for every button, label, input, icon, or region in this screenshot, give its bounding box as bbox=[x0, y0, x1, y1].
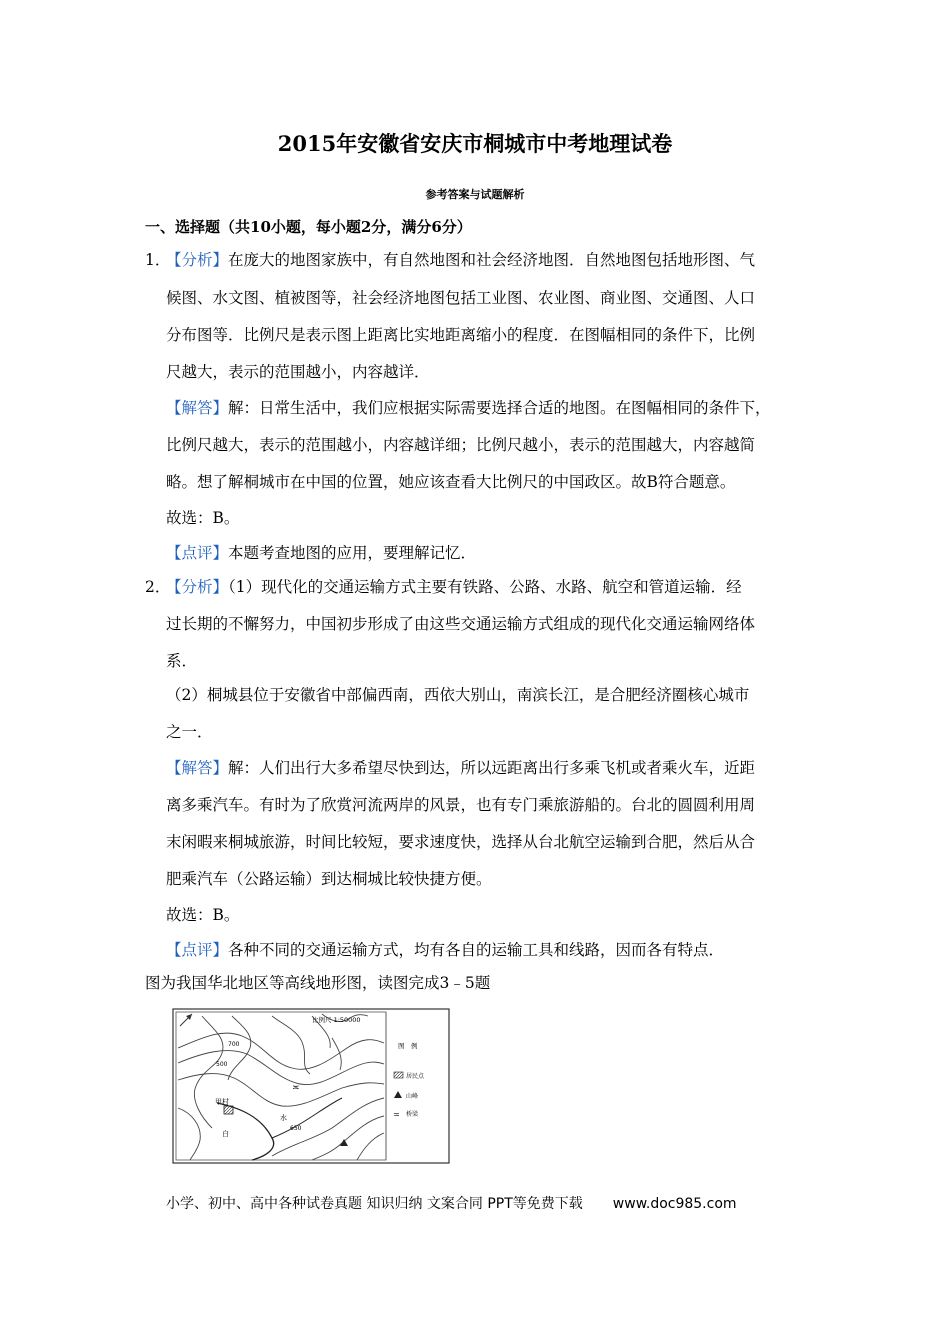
q1-answer-line: 故选：B。 bbox=[166, 509, 240, 527]
legend-item: 山峰 bbox=[406, 1093, 419, 1100]
page-footer bbox=[166, 1193, 737, 1213]
analysis-tag: 【分析】 bbox=[166, 578, 229, 596]
answer-tag: 【解答】 bbox=[166, 399, 229, 417]
q1-answer-line: 略。想了解桐城市在中国的位置，她应该查看大比例尺的中国政区。故B符合题意。 bbox=[166, 473, 736, 491]
legend-item: 居民点 bbox=[406, 1073, 425, 1080]
q1-answer-line: 比例尺越大，表示的范围越小，内容越详细；比例尺越小，表示的范围越大，内容越简 bbox=[166, 436, 756, 454]
legend-title: 图 例 bbox=[398, 1042, 418, 1050]
q2-analysis-line: 过长期的不懈努力，中国初步形成了由这些交通运输方式组成的现代化交通运输网络体 bbox=[166, 615, 756, 633]
q1-analysis-line: 分布图等．比例尺是表示图上距离比实地距离缩小的程度．在图幅相同的条件下，比例 bbox=[166, 326, 756, 344]
map-label-contour: 500 bbox=[216, 1061, 228, 1068]
map-label-white: 白 bbox=[222, 1130, 229, 1138]
q1-analysis-line: 候图、水文图、植被图等，社会经济地图包括工业图、农业图、商业图、交通图、人口 bbox=[166, 289, 756, 307]
q1-answer-line: 【解答】解：日常生活中，我们应根据实际需要选择合适的地图。在图幅相同的条件下， bbox=[166, 399, 771, 417]
legend-bridge-icon: ≍ bbox=[393, 1110, 400, 1119]
q2-answer-line: 故选：B。 bbox=[166, 906, 240, 924]
q2-answer-line: 【解答】解：人们出行大多希望尽快到达，所以远距离出行多乘飞机或者乘火车，近距 bbox=[166, 759, 756, 777]
document-subtitle: 参考答案与试题解析 bbox=[425, 188, 525, 201]
q2-comment-line: 【点评】各种不同的交通运输方式，均有各自的运输工具和线路，因而各有特点． bbox=[166, 941, 725, 959]
map-label-contour: 700 bbox=[228, 1041, 240, 1048]
legend-village-icon bbox=[394, 1072, 403, 1078]
comment-tag: 【点评】 bbox=[166, 544, 229, 562]
contour-map bbox=[172, 1008, 450, 1164]
comment-tag: 【点评】 bbox=[166, 941, 229, 959]
analysis-tag: 【分析】 bbox=[166, 251, 229, 269]
section-heading: 一、选择题（共10小题，每小题2分，满分6分） bbox=[145, 218, 472, 236]
map-label-village: 甲村 bbox=[215, 1098, 229, 1106]
q2-analysis-line: （2）桐城县位于安徽省中部偏西南，西依大别山，南滨长江，是合肥经济圈核心城市 bbox=[166, 686, 750, 704]
footer-text: 小学、初中、高中各种试卷真题 知识归纳 文案合同 PPT等免费下载 bbox=[166, 1196, 583, 1212]
answer-tag: 【解答】 bbox=[166, 759, 229, 777]
question-number: 2． bbox=[145, 578, 171, 596]
document-title: 2015年安徽省安庆市桐城市中考地理试卷 bbox=[277, 131, 673, 156]
q2-answer-line: 末闲暇来桐城旅游，时间比较短，要求速度快，选择从台北航空运输到合肥，然后从合 bbox=[166, 833, 756, 851]
q2-analysis-line: 之一． bbox=[166, 723, 213, 741]
map-scale: 比例尺 1:50000 bbox=[312, 1016, 361, 1024]
legend-item: 桥梁 bbox=[406, 1111, 419, 1118]
q2-analysis-line: 系． bbox=[166, 652, 198, 670]
bridge-marker: ≍ bbox=[292, 1083, 300, 1093]
footer-url[interactable]: www.doc985.com bbox=[612, 1196, 737, 1212]
q2-analysis-line: 【分析】（1）现代化的交通运输方式主要有铁路、公路、水路、航空和管道运输．经 bbox=[166, 578, 742, 596]
map-intro: 图为我国华北地区等高线地形图，读图完成3﹣5题 bbox=[145, 974, 491, 992]
q1-analysis-line: 【分析】在庞大的地图家族中，有自然地图和社会经济地图．自然地图包括地形图、气 bbox=[166, 251, 756, 269]
q2-answer-line: 离多乘汽车。有时为了欣赏河流两岸的风景，也有专门乘旅游船的。台北的圆圆利用周 bbox=[166, 796, 756, 814]
village-marker bbox=[224, 1106, 233, 1114]
q1-comment-line: 【点评】本题考查地图的应用，要理解记忆． bbox=[166, 544, 477, 562]
q2-answer-line: 肥乘汽车（公路运输）到达桐城比较快捷方便。 bbox=[166, 870, 492, 888]
map-label-contour: 650 bbox=[290, 1125, 302, 1132]
question-number: 1． bbox=[145, 251, 171, 269]
map-label-river: 水 bbox=[280, 1114, 287, 1122]
q1-analysis-line: 尺越大，表示的范围越小，内容越详． bbox=[166, 363, 430, 381]
